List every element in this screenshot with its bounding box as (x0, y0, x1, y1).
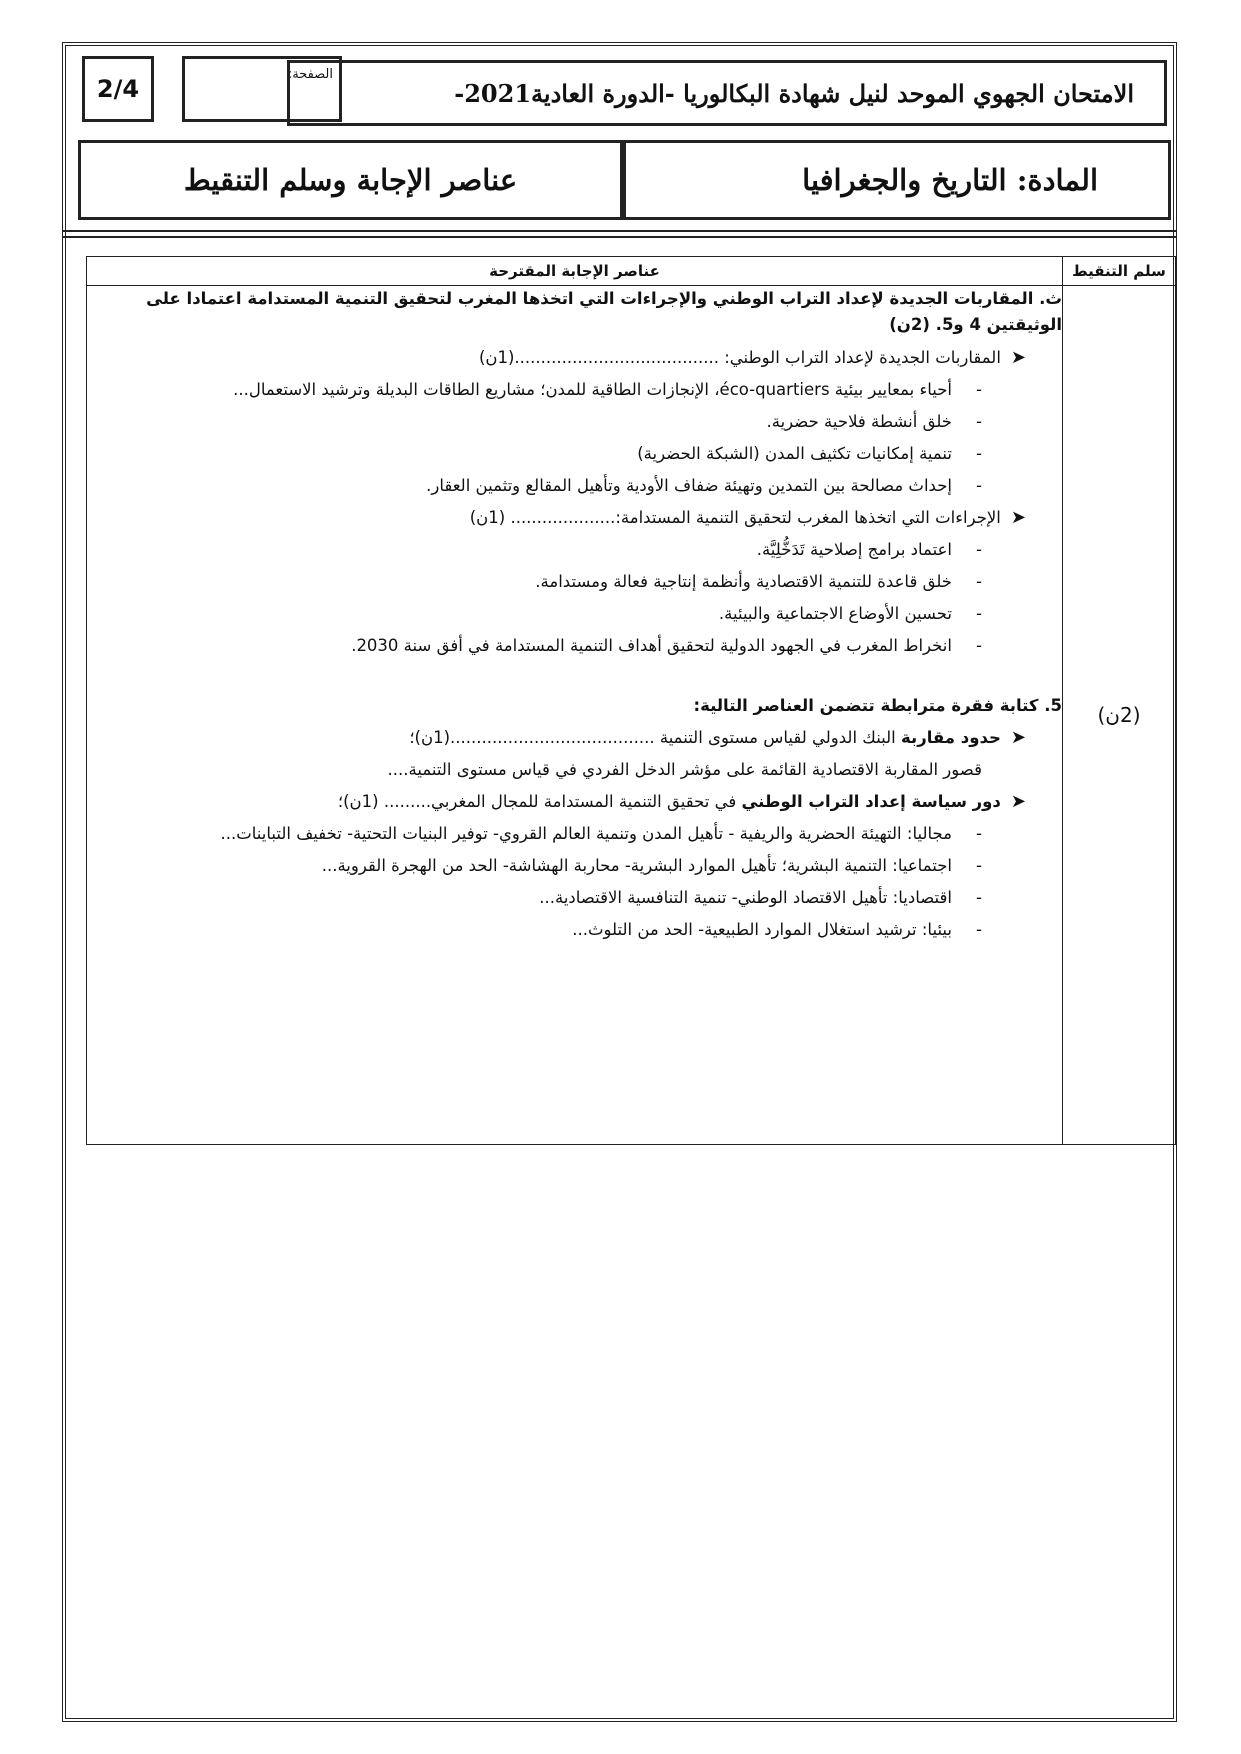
q5-part-b-label (338, 786, 1001, 818)
score-column-header: سلم التنقيط (1063, 257, 1176, 286)
list-item: - بيئيا: ترشيد استغلال الموارد الطبيعية- الحد من التلوث... (87, 914, 982, 946)
list-item: - خلق قاعدة للتنمية الاقتصادية وأنظمة إنتاجية فعالة ومستدامة. (87, 566, 982, 598)
q4-part-a-heading (87, 342, 1062, 374)
exam-header (82, 56, 1172, 128)
q5-part-a-heading (87, 722, 1062, 754)
subject-title: المادة: التاريخ والجغرافيا (623, 140, 1171, 220)
q5-part-a-bold: حدود مقاربة (901, 728, 1001, 747)
list-item: - اجتماعيا: التنمية البشرية؛ تأهيل الموارد البشرية- محاربة الهشاشة- الحد من الهجرة القروية... (87, 850, 982, 882)
q5-part-b-heading (87, 786, 1062, 818)
list-item: - تنمية إمكانيات تكثيف المدن (الشبكة الحضرية) (87, 438, 982, 470)
q5-part-b-bold2: إعداد التراب الوطني (741, 792, 906, 811)
answers-column-header: عناصر الإجابة المقترحة (87, 257, 1063, 286)
q4-part-b-label: الإجراءات التي اتخذها المغرب لتحقيق التنمية المستدامة:.................... (1ن) (469, 508, 1001, 527)
list-item: - مجاليا: التهيئة الحضرية والريفية - تأهيل المدن وتنمية العالم القروي- توفير البنيات التحتية- تخفيف التباينات... (87, 818, 982, 850)
answers-scale-title: عناصر الإجابة وسلم التنقيط (78, 140, 623, 220)
q5-part-b-bold1: دور سياسة (905, 792, 1001, 811)
q5-part-a-rest: البنك الدولي لقياس مستوى التنمية .......................................(1ن)؛ (409, 728, 902, 747)
q4-part-b-list (87, 534, 1062, 662)
q5-title: 5. كتابة فقرة مترابطة تتضمن العناصر التالية: (693, 696, 1062, 715)
page-label: الصفحة: (287, 67, 333, 82)
divider (62, 236, 1177, 238)
q5-part-b-rest: في تحقيق التنمية المستدامة للمجال المغربي......... (1ن)؛ (337, 792, 742, 811)
answers-content (87, 286, 1063, 1145)
arrow-icon: ➤ (1010, 791, 1026, 812)
score-value: (2ن) (1063, 286, 1176, 1145)
subject-header (78, 140, 1171, 220)
list-item: - اقتصاديا: تأهيل الاقتصاد الوطني- تنمية التنافسية الاقتصادية... (87, 882, 982, 914)
exam-title: الامتحان الجهوي الموحد لنيل شهادة البكالوريا -الدورة العادية2021- (287, 60, 1167, 126)
q4-title: ث. المقاربات الجديدة لإعداد التراب الوطني والإجراءات التي اتخذها المغرب لتحقيق التنمية المستدامة اعتمادا على الوثيقتين 4 و5. (2ن) (146, 289, 1062, 334)
answers-table (86, 256, 1176, 1145)
list-item: - تحسين الأوضاع الاجتماعية والبيئية. (87, 598, 982, 630)
q5-part-a-label (409, 722, 1001, 754)
list-item: - أحياء بمعايير بيئية éco-quartiers، الإنجازات الطاقية للمدن؛ مشاريع الطاقات البديلة وترشيد الاستعمال... (87, 374, 982, 406)
q4-part-a-list (87, 374, 1062, 502)
list-item: - خلق أنشطة فلاحية حضرية. (87, 406, 982, 438)
list-item: - انخراط المغرب في الجهود الدولية لتحقيق أهداف التنمية المستدامة في أفق سنة 2030. (87, 630, 982, 662)
list-item: - إحداث مصالحة بين التمدين وتهيئة ضفاف الأودية وتأهيل المقالع وتثمين العقار. (87, 470, 982, 502)
spacer (87, 662, 1062, 690)
q5-part-b-list (87, 818, 1062, 946)
arrow-icon: ➤ (1010, 727, 1026, 748)
divider (62, 230, 1177, 232)
page-number: 2/4 (82, 56, 154, 122)
q5-part-a-text: قصور المقاربة الاقتصادية القائمة على مؤشر الدخل الفردي في قياس مستوى التنمية.... (387, 760, 982, 779)
arrow-icon: ➤ (1010, 507, 1026, 528)
list-item: - اعتماد برامج إصلاحية تَدَخُّلِيَّة. (87, 534, 982, 566)
q4-part-a-label: المقاربات الجديدة لإعداد التراب الوطني: .......................................(1ن) (478, 348, 1001, 367)
q4-part-b-heading (87, 502, 1062, 534)
arrow-icon: ➤ (1010, 347, 1026, 368)
